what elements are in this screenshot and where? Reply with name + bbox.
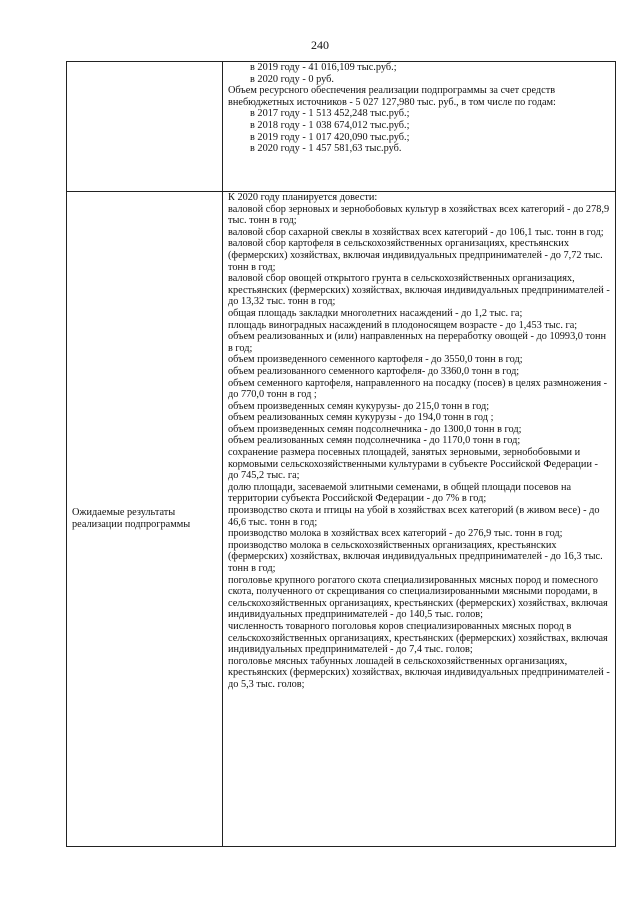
result-item: поголовье мясных табунных лошадей в сельскохозяйственных организациях, крестьянских (фермерских) хозяйствах, включая индивидуальных предпринимателей - до 5,3 тыс. голов; <box>228 655 610 690</box>
result-item: долю площади, засеваемой элитными семенами, в общей площади посевов на территории субъекта Российской Федерации - до 7% в год; <box>228 481 572 505</box>
funding-line: в 2018 году - 1 038 674,012 тыс.руб.; <box>250 119 410 131</box>
result-item: валовой сбор сахарной свеклы в хозяйствах всех категорий - до 106,1 тыс. тонн в год; <box>228 226 604 238</box>
funding-label-cell <box>67 62 223 192</box>
result-item: производство молока в хозяйствах всех категорий - до 276,9 тыс. тонн в год; <box>228 528 563 540</box>
funding-line: Объем ресурсного обеспечения реализации подпрограммы за счет средств внебюджетных источников - 5 027 127,980 тыс. руб., в том числе по годам: <box>228 85 556 108</box>
expected-results-content <box>223 192 616 847</box>
funding-line: в 2019 году - 41 016,109 тыс.руб.; <box>250 62 397 73</box>
result-item: валовой сбор овощей открытого грунта в сельскохозяйственных организациях, крестьянских (фермерских) хозяйствах, включая индивидуальных предпринимателей - до 13,32 тыс. тонн в год; <box>228 273 610 308</box>
result-item: объем реализованных семян кукурузы - до 194,0 тонн в год ; <box>228 412 494 424</box>
funding-content-cell <box>223 62 616 192</box>
result-item: площадь виноградных насаждений в плодоносящем возрасте - до 1,453 тыс. га; <box>228 319 578 331</box>
result-item: объем произведенных семян подсолнечника - до 1300,0 тонн в год; <box>228 423 522 435</box>
result-item: объем реализованных семян подсолнечника - до 1170,0 тонн в год; <box>228 435 521 447</box>
result-item: объем реализованных и (или) направленных на переработку овощей - до 10993,0 тонн в год; <box>228 331 607 354</box>
funding-line: в 2017 году - 1 513 452,248 тыс.руб.; <box>250 108 410 120</box>
result-item: объем семенного картофеля, направленного на посадку (посев) в целях размножения - до 770,0 тонн в год ; <box>228 377 608 401</box>
funding-line: в 2020 году - 0 руб. <box>250 73 334 85</box>
result-item: производство скота и птицы на убой в хозяйствах всех категорий (в живом весе) - до 46,6 тыс. тонн в год; <box>228 505 600 528</box>
result-item: общая площадь закладки многолетних насаждений - до 1,2 тыс. га; <box>228 307 523 319</box>
result-item: объем произведенных семян кукурузы- до 215,0 тонн в год; <box>228 400 490 412</box>
result-item: валовой сбор зерновых и зернобобовых культур в хозяйствах всех категорий - до 278,9 тыс. тонн в год; <box>228 203 610 227</box>
funding-row <box>67 62 616 192</box>
expected-results-row <box>67 192 616 847</box>
result-item: объем произведенного семенного картофеля - до 3550,0 тонн в год; <box>228 354 523 366</box>
page-number: 240 <box>311 38 329 52</box>
result-item: численность товарного поголовья коров специализированных мясных пород в сельскохозяйственных организациях, крестьянских (фермерских) хозяйствах, включая индивидуальных предпринимателей - до 7,4 тыс. голов; <box>228 620 608 656</box>
result-item: К 2020 году планируется довести: <box>228 192 378 203</box>
result-item: поголовье крупного рогатого скота специализированных мясных пород и помесного скота, полученного от скрещивания со специализированными мясными породами, в сельскохозяйственных организациях, крестьянских (фермерских) хозяйствах, включая индивидуальных предпринимателей - до 140,5 тыс. голов; <box>228 574 608 621</box>
result-item: объем реализованного семенного картофеля- до 3360,0 тонн в год; <box>228 365 520 377</box>
result-item: валовой сбор картофеля в сельскохозяйственных организациях, крестьянских (фермерских) хозяйствах, включая индивидуальных предпринимателей - до 7,72 тыс. тонн в год; <box>228 238 603 273</box>
subprogram-passport-table <box>66 61 616 847</box>
result-item: производство молока в сельскохозяйственных организациях, крестьянских (фермерских) хозяйствах, включая индивидуальных предпринимателей - до 16,3 тыс. тонн в год; <box>228 539 603 574</box>
result-item: сохранение размера посевных площадей, занятых зерновыми, зернобобовыми и кормовыми сельскохозяйственными культурами в субъекте Российской Федерации - до 745,2 тыс. га; <box>228 447 598 482</box>
funding-line: в 2019 году - 1 017 420,090 тыс.руб.; <box>250 131 410 143</box>
funding-line: в 2020 году - 1 457 581,63 тыс.руб. <box>250 143 402 155</box>
expected-results-label: Ожидаемые результаты реализации подпрограммы <box>67 192 223 847</box>
